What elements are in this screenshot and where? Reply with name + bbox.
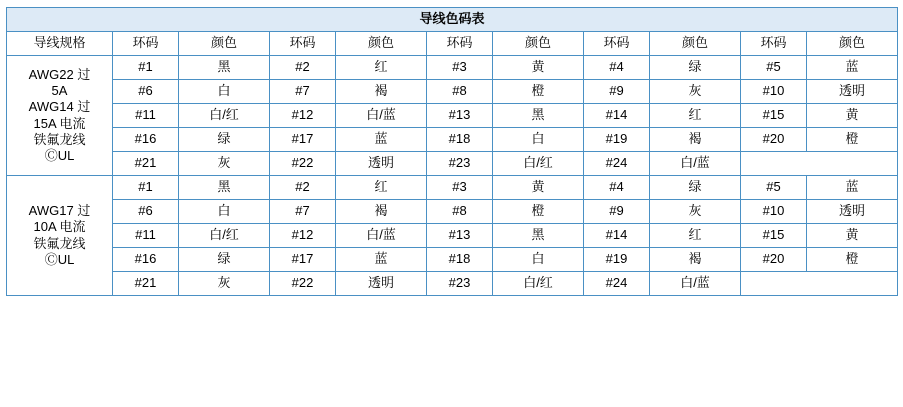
table-row xyxy=(7,128,898,152)
empty-cell xyxy=(741,152,898,176)
ring-code: #24 xyxy=(584,272,650,296)
ring-code: #7 xyxy=(270,80,336,104)
group-label-line: AWG22 过 xyxy=(28,66,91,82)
ring-color: 白 xyxy=(179,200,270,224)
ring-color: 绿 xyxy=(650,56,741,80)
ring-code: #18 xyxy=(427,128,493,152)
ring-code: #4 xyxy=(584,176,650,200)
ring-color: 白/红 xyxy=(179,104,270,128)
ring-color: 黑 xyxy=(179,176,270,200)
table-row xyxy=(7,80,898,104)
ring-code: #15 xyxy=(741,104,807,128)
ring-code: #21 xyxy=(113,272,179,296)
ring-color: 红 xyxy=(336,56,427,80)
ring-code: #8 xyxy=(427,80,493,104)
ring-code: #14 xyxy=(584,104,650,128)
column-header-color-1: 颜色 xyxy=(179,32,270,56)
ring-code: #19 xyxy=(584,248,650,272)
column-header-color-4: 颜色 xyxy=(650,32,741,56)
ring-code: #8 xyxy=(427,200,493,224)
ring-color: 红 xyxy=(650,104,741,128)
ring-color: 绿 xyxy=(650,176,741,200)
ring-color: 蓝 xyxy=(807,56,898,80)
table-row xyxy=(7,272,898,296)
ring-color: 橙 xyxy=(807,128,898,152)
ring-color: 灰 xyxy=(650,80,741,104)
ring-code: #17 xyxy=(270,248,336,272)
ring-code: #17 xyxy=(270,128,336,152)
ring-color: 黑 xyxy=(493,224,584,248)
ring-color: 灰 xyxy=(179,152,270,176)
ring-code: #10 xyxy=(741,80,807,104)
ring-code: #11 xyxy=(113,104,179,128)
empty-cell xyxy=(741,272,898,296)
ring-color: 褐 xyxy=(650,128,741,152)
ring-color: 透明 xyxy=(807,80,898,104)
wire-color-code-table xyxy=(6,7,898,296)
ring-code: #9 xyxy=(584,200,650,224)
ring-color: 橙 xyxy=(807,248,898,272)
group-label-1 xyxy=(7,56,113,176)
table-row xyxy=(7,152,898,176)
ring-color: 白 xyxy=(493,128,584,152)
column-header-spec: 导线规格 xyxy=(7,32,113,56)
ring-color: 透明 xyxy=(336,152,427,176)
column-header-code-3: 环码 xyxy=(427,32,493,56)
ring-code: #12 xyxy=(270,104,336,128)
ring-color: 橙 xyxy=(493,200,584,224)
ring-color: 白/蓝 xyxy=(336,224,427,248)
ring-code: #18 xyxy=(427,248,493,272)
column-header-code-5: 环码 xyxy=(741,32,807,56)
ring-color: 黑 xyxy=(179,56,270,80)
ring-color: 黄 xyxy=(807,104,898,128)
ring-color: 透明 xyxy=(336,272,427,296)
ring-code: #16 xyxy=(113,128,179,152)
ring-code: #7 xyxy=(270,200,336,224)
ring-color: 黄 xyxy=(493,56,584,80)
column-header-code-4: 环码 xyxy=(584,32,650,56)
ring-color: 透明 xyxy=(807,200,898,224)
ring-color: 蓝 xyxy=(807,176,898,200)
ring-code: #20 xyxy=(741,248,807,272)
table-row xyxy=(7,200,898,224)
ring-color: 白/蓝 xyxy=(650,152,741,176)
ring-code: #6 xyxy=(113,80,179,104)
ring-code: #3 xyxy=(427,176,493,200)
ring-color: 白/红 xyxy=(493,272,584,296)
group-label-line: 15A 电流 xyxy=(33,115,86,131)
ring-code: #1 xyxy=(113,56,179,80)
table-row xyxy=(7,56,898,80)
ring-color: 绿 xyxy=(179,248,270,272)
table-row xyxy=(7,248,898,272)
group-label-line: 铁氟龙线 xyxy=(33,235,86,251)
ring-code: #16 xyxy=(113,248,179,272)
ring-code: #24 xyxy=(584,152,650,176)
group-label-line: 5A xyxy=(51,83,68,98)
ring-color: 褐 xyxy=(336,200,427,224)
ring-code: #20 xyxy=(741,128,807,152)
column-header-code-1: 环码 xyxy=(113,32,179,56)
ring-color: 蓝 xyxy=(336,248,427,272)
group-label-line: 铁氟龙线 xyxy=(33,131,86,147)
ring-color: 白/红 xyxy=(179,224,270,248)
page-title: 导线色码表 xyxy=(7,8,898,32)
ring-code: #9 xyxy=(584,80,650,104)
ring-code: #2 xyxy=(270,56,336,80)
ring-code: #22 xyxy=(270,272,336,296)
ring-code: #12 xyxy=(270,224,336,248)
ring-code: #23 xyxy=(427,272,493,296)
column-header-color-2: 颜色 xyxy=(336,32,427,56)
group-label-line: 10A 电流 xyxy=(33,219,86,235)
table-row xyxy=(7,176,898,200)
group-label-line: ⒸUL xyxy=(44,148,75,163)
ring-color: 黄 xyxy=(807,224,898,248)
ring-code: #5 xyxy=(741,176,807,200)
table-row xyxy=(7,224,898,248)
ring-code: #11 xyxy=(113,224,179,248)
group-label-line: AWG14 过 xyxy=(28,99,91,115)
ring-code: #15 xyxy=(741,224,807,248)
ring-code: #2 xyxy=(270,176,336,200)
ring-color: 褐 xyxy=(336,80,427,104)
ring-code: #1 xyxy=(113,176,179,200)
ring-code: #10 xyxy=(741,200,807,224)
ring-color: 黑 xyxy=(493,104,584,128)
ring-color: 白/红 xyxy=(493,152,584,176)
ring-code: #4 xyxy=(584,56,650,80)
ring-code: #5 xyxy=(741,56,807,80)
table-row xyxy=(7,104,898,128)
table-header-row xyxy=(7,32,898,56)
ring-code: #14 xyxy=(584,224,650,248)
group-label-line: ⒸUL xyxy=(44,251,75,267)
table-title-row xyxy=(7,8,898,32)
ring-color: 黄 xyxy=(493,176,584,200)
ring-color: 白 xyxy=(179,80,270,104)
ring-color: 蓝 xyxy=(336,128,427,152)
ring-color: 灰 xyxy=(650,200,741,224)
ring-color: 白 xyxy=(493,248,584,272)
ring-code: #3 xyxy=(427,56,493,80)
ring-code: #13 xyxy=(427,104,493,128)
ring-color: 红 xyxy=(336,176,427,200)
ring-code: #21 xyxy=(113,152,179,176)
ring-code: #6 xyxy=(113,200,179,224)
document-sheet xyxy=(0,7,903,407)
ring-code: #23 xyxy=(427,152,493,176)
ring-color: 灰 xyxy=(179,272,270,296)
column-header-code-2: 环码 xyxy=(270,32,336,56)
ring-color: 橙 xyxy=(493,80,584,104)
ring-color: 白/蓝 xyxy=(650,272,741,296)
column-header-color-5: 颜色 xyxy=(807,32,898,56)
group-label-line: AWG17 过 xyxy=(28,203,91,218)
ring-color: 褐 xyxy=(650,248,741,272)
ring-color: 红 xyxy=(650,224,741,248)
ring-color: 绿 xyxy=(179,128,270,152)
ring-color: 白/蓝 xyxy=(336,104,427,128)
column-header-color-3: 颜色 xyxy=(493,32,584,56)
ring-code: #22 xyxy=(270,152,336,176)
ring-code: #13 xyxy=(427,224,493,248)
group-label-2 xyxy=(7,176,113,296)
ring-code: #19 xyxy=(584,128,650,152)
